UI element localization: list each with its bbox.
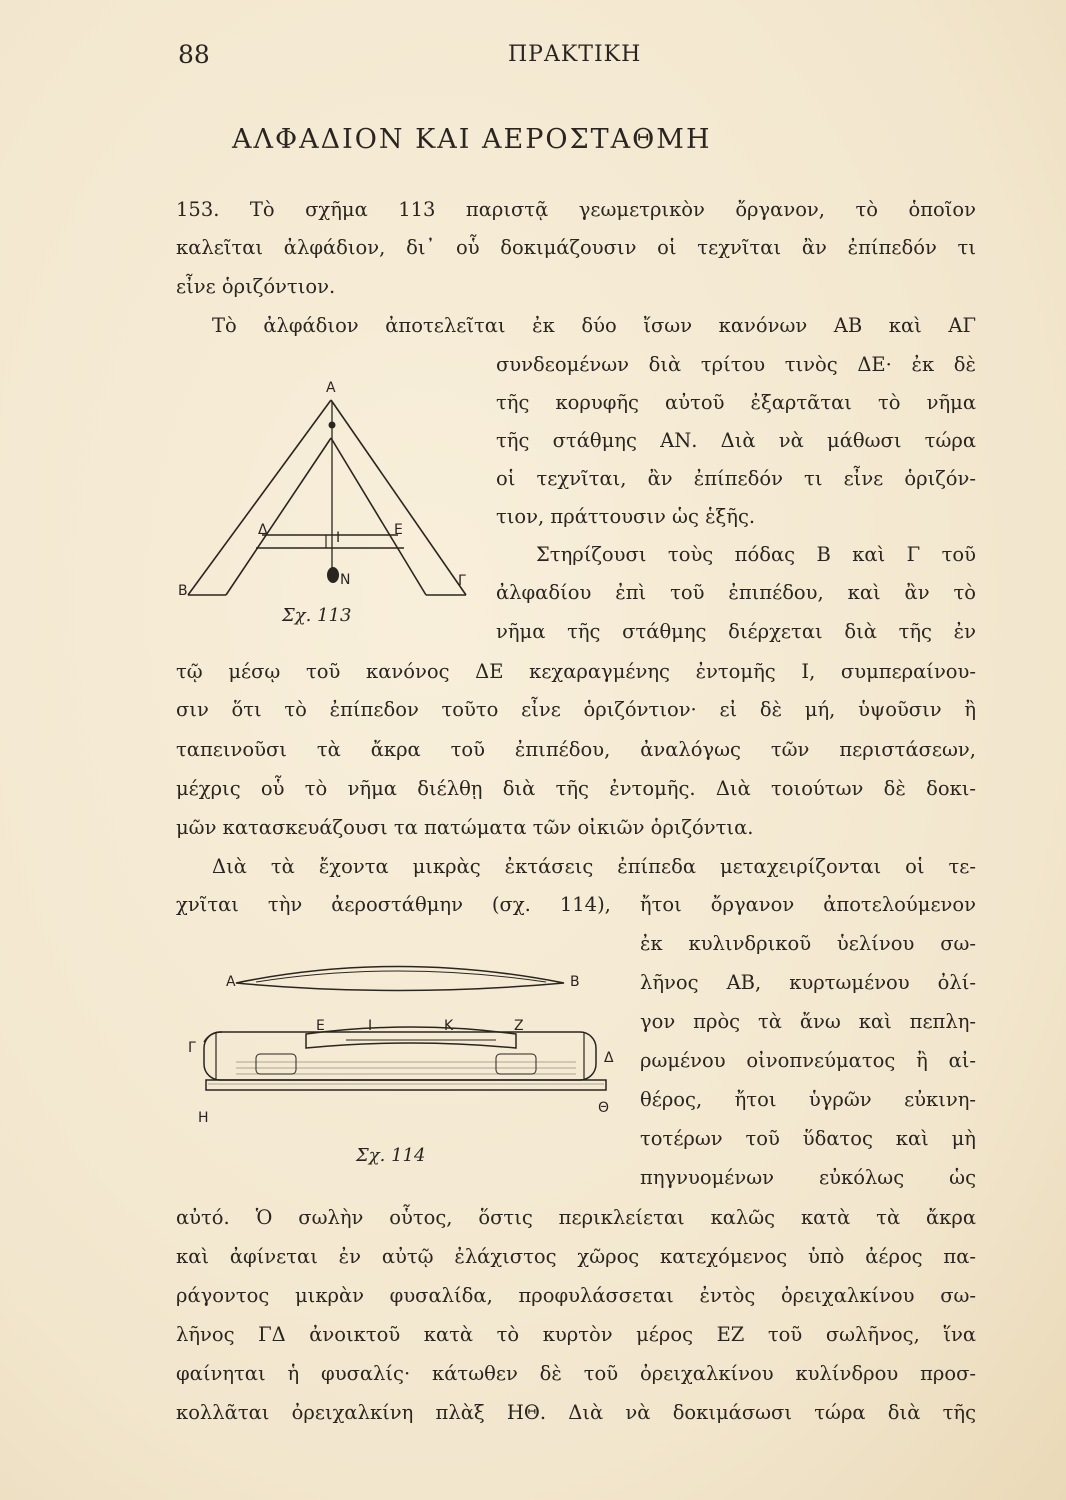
fig113-label-b: B bbox=[178, 583, 188, 599]
base-plate bbox=[206, 1080, 606, 1090]
fig113-label-d: Δ bbox=[258, 522, 268, 538]
left-leg-inner bbox=[226, 438, 331, 595]
text-line: σιν ὅτι τὸ ἐπίπεδον τοῦτο εἶνε ὁριζόντιον· εἰ δὲ μή, ὑψοῦσιν ἢ bbox=[176, 698, 976, 721]
fig114-label-d: Δ bbox=[604, 1050, 614, 1066]
text-line: τῷ μέσῳ τοῦ κανόνος ΔΕ κεχαραγμένης ἐντομῆς Ι, συμπεραίνου- bbox=[176, 660, 976, 683]
text-line: ράγοντος μικρὰν φυσαλίδα, προφυλάσσεται ἐντὸς ὀρειχαλκίνου σω- bbox=[176, 1284, 976, 1307]
text-line: μέχρις οὗ τὸ νῆμα διέλθῃ διὰ τῆς ἐντομῆς. Διὰ τοιούτων δὲ δοκι- bbox=[176, 777, 976, 800]
right-leg-outer bbox=[331, 400, 466, 595]
text-line: θέρος, ἤτοι ὑγρῶν εὐκινη- bbox=[640, 1088, 976, 1111]
text-line: ρωμένου οἰνοπνεύματος ἢ αἰ- bbox=[640, 1049, 976, 1072]
plumb-bob bbox=[327, 567, 339, 583]
text-line: τῆς κορυφῆς αὐτοῦ ἐξαρτᾶται τὸ νῆμα bbox=[496, 391, 976, 414]
fig114-label-i: I bbox=[368, 1018, 373, 1034]
fig114-label-z: Z bbox=[514, 1018, 524, 1034]
opening-ez bbox=[306, 1027, 516, 1048]
fig113-label-e: E bbox=[394, 522, 403, 538]
text-line: φαίνηται ἡ φυσαλίς· κάτωθεν δὲ τοῦ ὀρειχαλκίνου κυλίνδρου προσ- bbox=[176, 1362, 976, 1385]
text-line: εἶνε ὁριζόντιον. bbox=[176, 275, 336, 298]
text-line: λῆνος ΑΒ, κυρτωμένου ὀλί- bbox=[640, 971, 976, 994]
left-leg-outer bbox=[188, 400, 331, 595]
text-line: οἱ τεχνῖται, ἂν ἐπίπεδόν τι εἶνε ὁριζόν- bbox=[496, 467, 976, 490]
text-line: γον πρὸς τὰ ἄνω καὶ πεπλη- bbox=[640, 1010, 976, 1033]
text-line: Διὰ τὰ ἔχοντα μικρὰς ἐκτάσεις ἐπίπεδα μεταχειρίζονται οἱ τε- bbox=[212, 855, 976, 878]
fig113-label-g: Γ bbox=[458, 573, 466, 589]
text-line: Τὸ ἀλφάδιον ἀποτελεῖται ἐκ δύο ἴσων κανόνων ΑΒ καὶ ΑΓ bbox=[212, 314, 976, 337]
plumb-pivot bbox=[329, 422, 336, 429]
text-line: πηγνυομένων εὐκόλως ὡς bbox=[640, 1166, 976, 1189]
text-line: μῶν κατασκευάζουσι τα πατώματα τῶν οἰκιῶν ὁριζόντια. bbox=[176, 816, 754, 839]
running-title: ΠΡΑΚΤΙΚΗ bbox=[508, 42, 642, 67]
text-line: συνδεομένων διὰ τρίτου τινὸς ΔΕ· ἐκ δὲ bbox=[496, 353, 976, 376]
text-line: ἀλφαδίου ἐπὶ τοῦ ἐπιπέδου, καὶ ἂν τὸ bbox=[496, 581, 976, 604]
fig113-label-i: I bbox=[336, 530, 341, 546]
text-line: καλεῖται ἀλφάδιον, δι᾽ οὗ δοκιμάζουσιν οἱ τεχνῖται ἂν ἐπίπεδόν τι bbox=[176, 236, 976, 259]
fig113-caption: Σχ. 113 bbox=[282, 605, 352, 626]
text-line: τιον, πράττουσιν ὡς ἑξῆς. bbox=[496, 505, 756, 528]
fig113-label-n: N bbox=[340, 572, 351, 588]
fig114-label-e: E bbox=[316, 1018, 325, 1034]
fig114-label-a: A bbox=[226, 974, 236, 990]
text-line: Στηρίζουσι τοὺς πόδας Β καὶ Γ τοῦ bbox=[536, 543, 976, 566]
fig114-caption: Σχ. 114 bbox=[356, 1145, 426, 1166]
fig114-label-g: Γ bbox=[188, 1040, 196, 1056]
fig113-label-a: A bbox=[326, 380, 336, 396]
brass-cylinder bbox=[204, 1032, 596, 1080]
text-line: ἐκ κυλινδρικοῦ ὑελίνου σω- bbox=[640, 932, 976, 955]
glass-tube bbox=[236, 967, 564, 991]
fig114-label-th: Θ bbox=[598, 1100, 610, 1116]
page-number: 88 bbox=[178, 40, 210, 69]
text-line: τοτέρων τοῦ ὕδατος καὶ μὴ bbox=[640, 1127, 976, 1150]
figure-113-level bbox=[176, 370, 476, 610]
text-line: αὐτό. Ὁ σωλὴν οὗτος, ὅστις περικλείεται καλῶς κατὰ τὰ ἄκρα bbox=[176, 1206, 976, 1229]
text-line: νῆμα τῆς στάθμης διέρχεται διὰ τῆς ἐν bbox=[496, 620, 976, 643]
text-line: λῆνος ΓΔ ἀνοικτοῦ κατὰ τὸ κυρτὸν μέρος ΕΖ τοῦ σωλῆνος, ἵνα bbox=[176, 1323, 976, 1346]
text-line: κολλᾶται ὀρειχαλκίνη πλὰξ ΗΘ. Διὰ νὰ δοκιμάσωσι τώρα διὰ τῆς bbox=[176, 1401, 976, 1424]
text-line: 153. Τὸ σχῆμα 113 παριστᾷ γεωμετρικὸν ὄργανον, τὸ ὁποῖον bbox=[176, 198, 976, 221]
text-line: καὶ ἀφίνεται ἐν αὐτῷ ἐλάχιστος χῶρος κατεχόμενος ὑπὸ ἀέρος πα- bbox=[176, 1245, 976, 1268]
text-line: τῆς στάθμης ΑΝ. Διὰ νὰ μάθωσι τώρα bbox=[496, 429, 976, 452]
fig114-label-k: K bbox=[444, 1018, 454, 1034]
fig114-label-h: H bbox=[198, 1110, 209, 1126]
text-line: χνῖται τὴν ἀεροστάθμην (σχ. 114), ἤτοι ὄργανον ἀποτελούμενον bbox=[176, 893, 976, 916]
fig114-label-b: B bbox=[570, 974, 580, 990]
section-title: ΑΛΦΑΔΙΟΝ ΚΑΙ ΑΕΡΟΣΤΑΘΜΗ bbox=[232, 124, 712, 155]
text-line: ταπεινοῦσι τὰ ἄκρα τοῦ ἐπιπέδου, ἀναλόγως τῶν περιστάσεων, bbox=[176, 738, 976, 761]
figure-114-spirit-level bbox=[196, 950, 616, 1130]
